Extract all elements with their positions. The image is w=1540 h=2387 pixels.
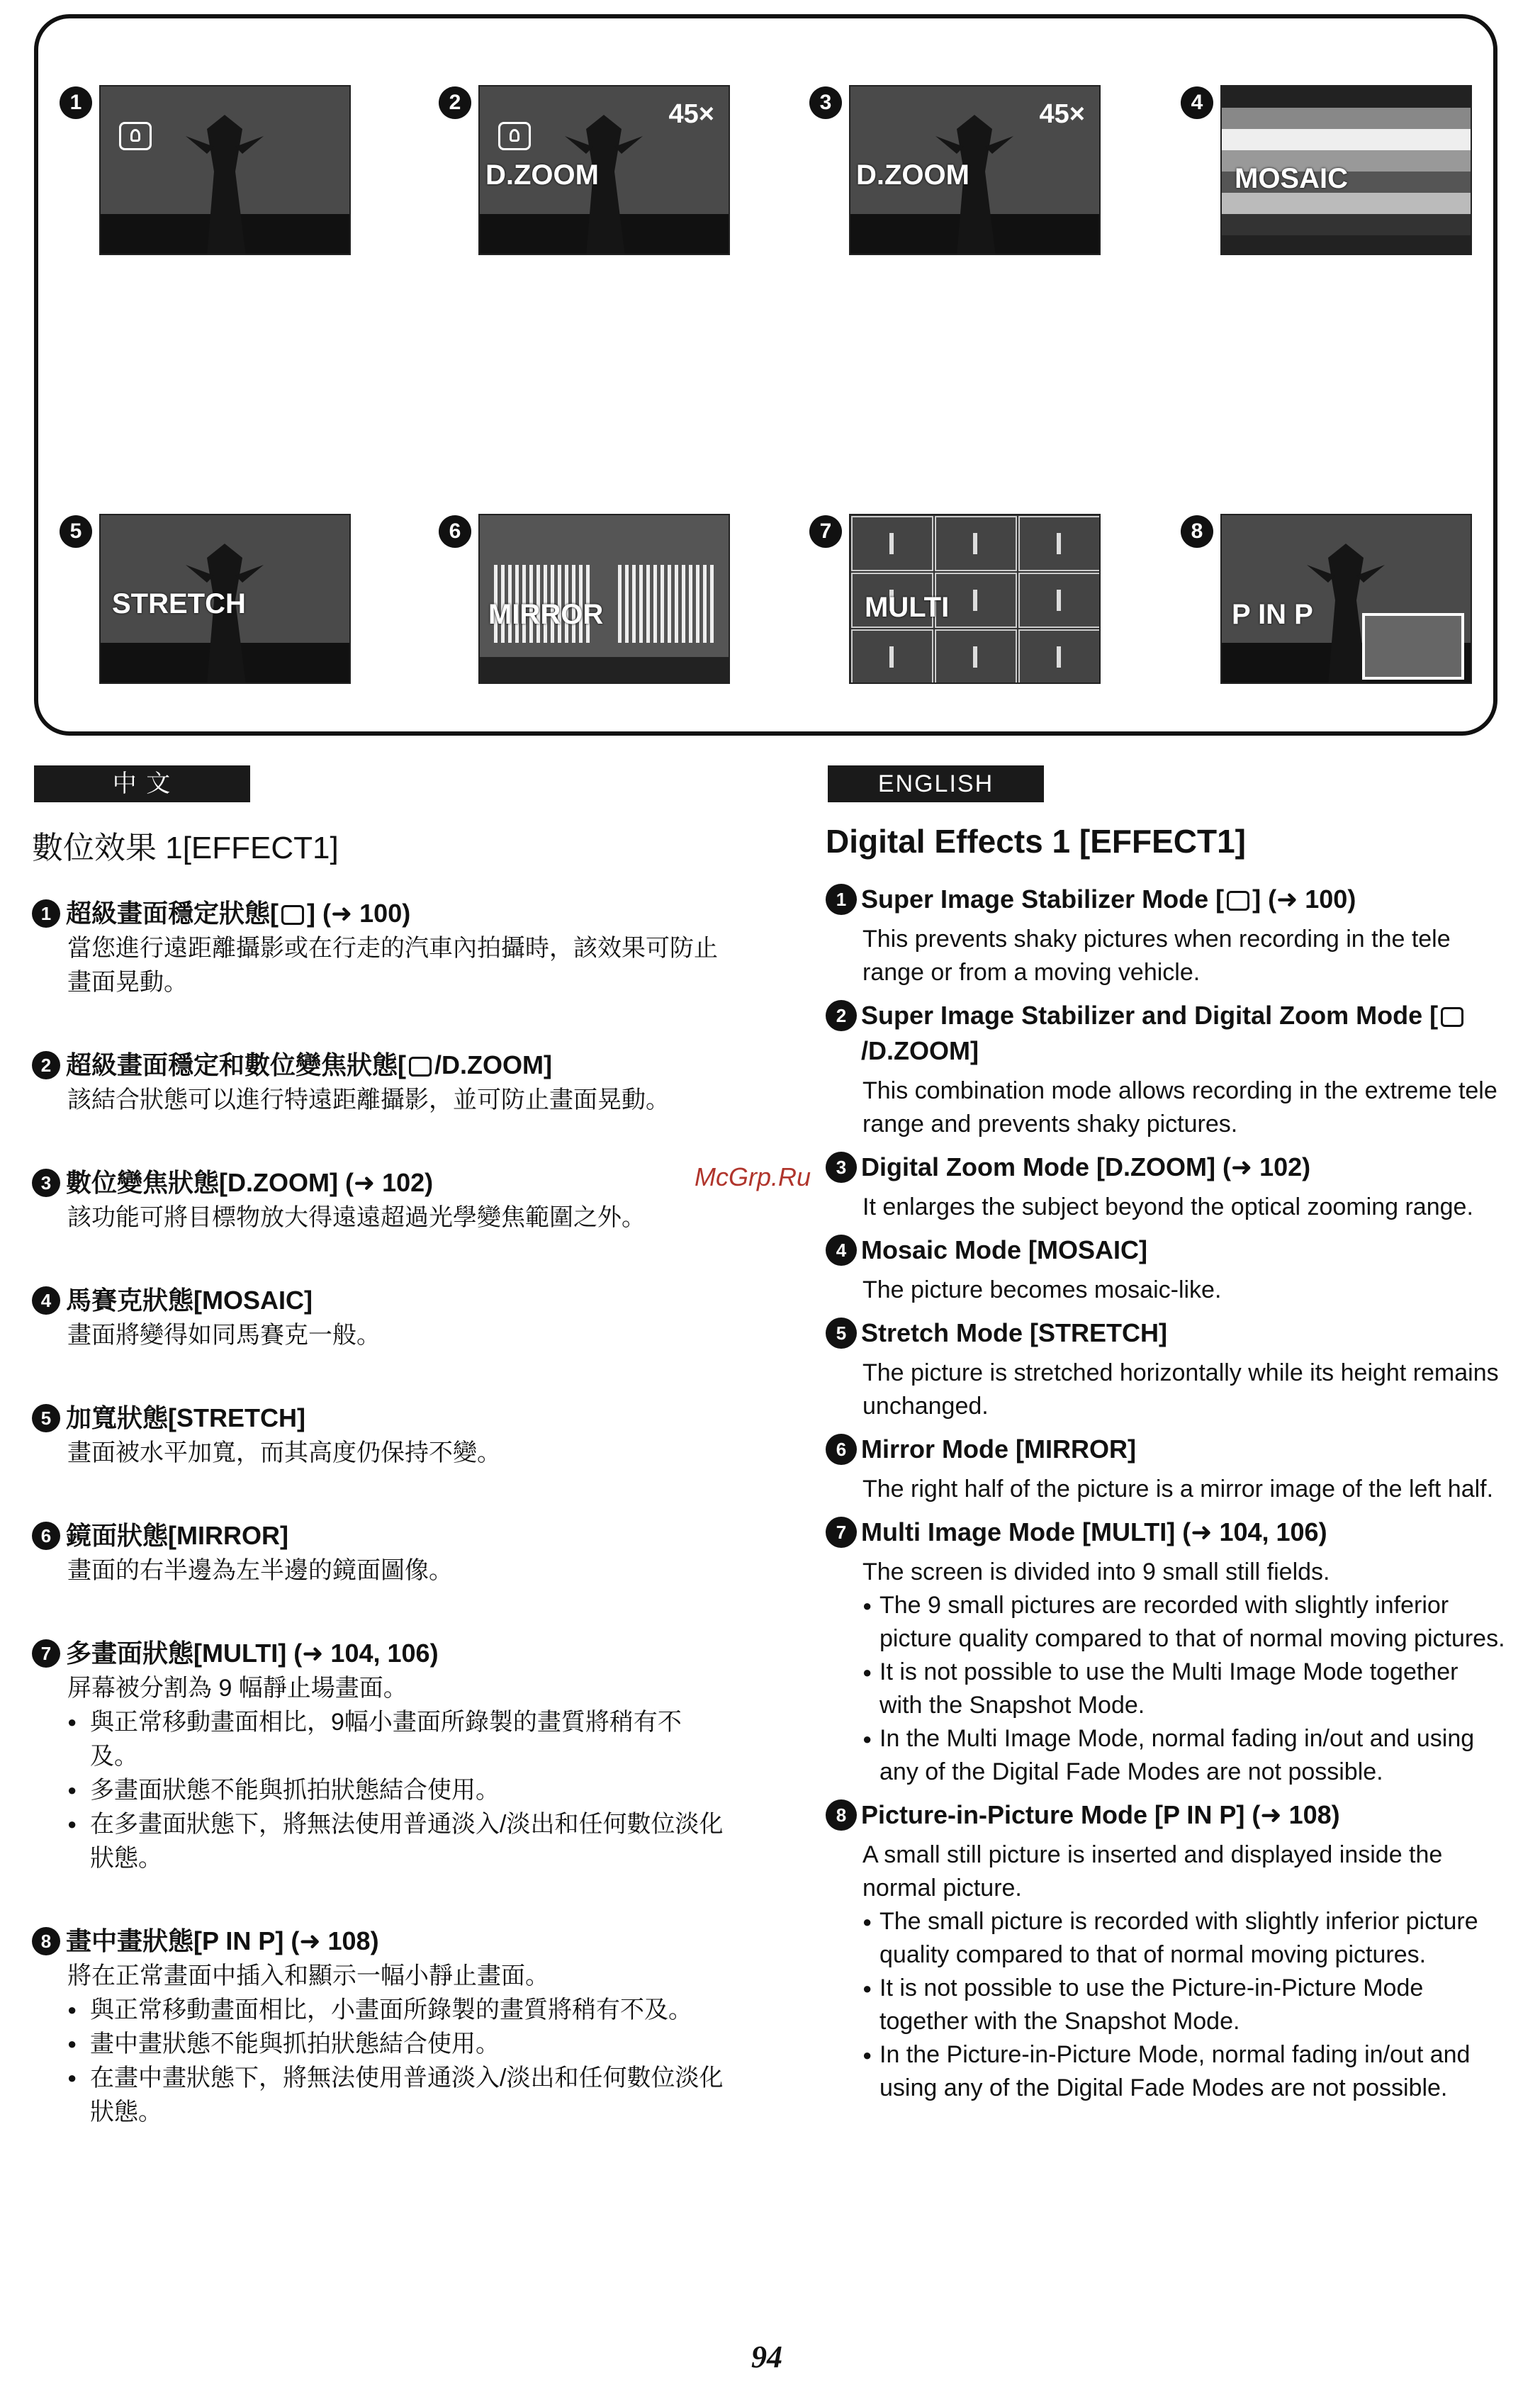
chinese-column	[32, 822, 726, 2129]
item-number: 8	[826, 1799, 857, 1831]
item-description: 當您進行遠距離攝影或在行走的汽車內拍攝時，該效果可防止畫面晃動。	[67, 935, 718, 996]
effect-item-heading	[32, 1283, 726, 1318]
stabilizer-icon	[1441, 1007, 1463, 1027]
heading-main: 超級畫面穩定和數位變焦狀態[	[66, 1050, 406, 1079]
item-spacer	[32, 1352, 726, 1400]
bullet-item: ● 在多畫面狀態下，將無法使用普通淡入/淡出和任何數位淡化狀態。	[67, 1807, 726, 1875]
item-spacer	[32, 999, 726, 1048]
shot-photo	[99, 85, 351, 255]
bullet-item: ● 在畫中畫狀態下，將無法使用普通淡入/淡出和任何數位淡化狀態。	[67, 2061, 726, 2129]
effect-item-heading	[32, 1165, 726, 1201]
item-description: It enlarges the subject beyond the optical zooming range.	[862, 1194, 1473, 1220]
shot-number: 5	[60, 515, 92, 548]
bullet-item: ● In the Multi Image Mode, normal fading in/out and using any of the Digital Fade Modes are not possible.	[862, 1722, 1506, 1789]
bullet-item: ● 畫中畫狀態不能與抓拍狀態結合使用。	[67, 2027, 726, 2061]
effect-item	[826, 1315, 1506, 1423]
item-description: The screen is divided into 9 small still fields.	[862, 1558, 1330, 1585]
item-spacer	[826, 1141, 1506, 1150]
page-number: 94	[751, 2340, 782, 2374]
item-spacer	[32, 1117, 726, 1165]
effect-item-heading	[826, 1232, 1506, 1268]
item-number: 2	[32, 1051, 60, 1079]
effect-item-heading	[826, 1432, 1506, 1467]
item-spacer	[32, 1470, 726, 1518]
effect-shot	[69, 514, 351, 684]
heading-main: 數位變焦狀態[D.ZOOM] (➜ 102)	[66, 1168, 434, 1197]
item-description: The right half of the picture is a mirror image of the left half.	[862, 1476, 1494, 1503]
heading-tail: /D.ZOOM]	[434, 1050, 552, 1079]
item-spacer	[826, 1789, 1506, 1797]
heading-main: Mosaic Mode [MOSAIC]	[861, 1235, 1148, 1264]
stabilizer-icon	[281, 905, 304, 925]
item-number: 4	[32, 1286, 60, 1315]
item-description: This prevents shaky pictures when recording in the tele range or from a moving vehicle.	[862, 926, 1451, 986]
watermark: McGrp.Ru	[695, 1162, 811, 1191]
effect-shot	[819, 514, 1101, 684]
item-number: 1	[32, 899, 60, 928]
effect-item	[826, 1515, 1506, 1789]
item-spacer	[826, 1423, 1506, 1432]
effect-label: D.ZOOM	[856, 159, 969, 191]
effect-item	[32, 1165, 726, 1235]
effect-shot	[1191, 85, 1472, 255]
heading-tail: ] (➜ 100)	[307, 899, 411, 928]
item-description: 畫面將變得如同馬賽克一般。	[67, 1322, 381, 1349]
effect-shot	[449, 514, 730, 684]
effect-item-heading	[826, 1150, 1506, 1185]
item-number: 4	[826, 1235, 857, 1266]
bullet-item: ● 多畫面狀態不能與抓拍狀態結合使用。	[67, 1773, 726, 1807]
stabilizer-icon	[498, 122, 531, 150]
heading-main: 加寬狀態[STRETCH]	[66, 1403, 305, 1432]
giraffe-photo	[101, 86, 351, 255]
bullet-item: ● 與正常移動畫面相比，9幅小畫面所錄製的畫質將稍有不及。	[67, 1705, 726, 1773]
stabilizer-icon	[409, 1057, 432, 1077]
shot-number: 8	[1181, 515, 1213, 548]
item-spacer	[32, 1588, 726, 1636]
item-heading-text	[66, 1518, 288, 1554]
item-description: This combination mode allows recording in the extreme tele range and prevents shaky pictures.	[862, 1077, 1497, 1138]
effect-item	[32, 1283, 726, 1352]
bullet-item: ● The 9 small pictures are recorded with slightly inferior picture quality compared to that of normal moving pictures.	[862, 1589, 1506, 1656]
effect-item-heading	[32, 1923, 726, 1959]
heading-main: Stretch Mode [STRETCH]	[861, 1318, 1167, 1347]
item-number: 7	[826, 1517, 857, 1548]
effect-shot	[819, 85, 1101, 255]
heading-main: Super Image Stabilizer Mode [	[861, 884, 1225, 914]
english-tag: ENGLISH	[828, 765, 1044, 802]
effect-item-heading	[826, 1515, 1506, 1550]
effect-item-heading	[826, 1797, 1506, 1833]
effect-item	[32, 1636, 726, 1875]
item-bullets	[862, 1905, 1506, 2105]
effect-item	[826, 1232, 1506, 1307]
item-number: 2	[826, 1000, 857, 1031]
stabilizer-icon	[119, 122, 152, 150]
item-bullets	[67, 1993, 726, 2129]
effect-item	[826, 882, 1506, 989]
effect-item-heading	[32, 1048, 726, 1083]
effect-item-heading	[32, 1636, 726, 1671]
english-items	[826, 882, 1506, 2105]
effect-label: STRETCH	[112, 588, 246, 619]
effect-item	[826, 1150, 1506, 1224]
effect-label: MOSAIC	[1235, 163, 1348, 194]
effect-label: P IN P	[1232, 599, 1313, 630]
item-heading-text	[66, 1165, 433, 1201]
item-heading-text	[861, 1432, 1136, 1467]
effect-item-heading	[32, 1400, 726, 1436]
chinese-items	[32, 896, 726, 2129]
effect-item-heading	[826, 998, 1506, 1069]
item-heading-text	[861, 882, 1356, 917]
bullet-item: ● In the Picture-in-Picture Mode, normal fading in/out and using any of the Digital Fade Modes are not possible.	[862, 2038, 1506, 2105]
bullet-item: ● 與正常移動畫面相比，小畫面所錄製的畫質將稍有不及。	[67, 1993, 726, 2027]
item-bullets	[862, 1589, 1506, 1789]
heading-main: 超級畫面穩定狀態[	[66, 899, 279, 928]
shot-number: 2	[439, 86, 471, 119]
bullet-item: ● It is not possible to use the Multi Image Mode together with the Snapshot Mode.	[862, 1656, 1506, 1722]
heading-main: Multi Image Mode [MULTI] (➜ 104, 106)	[861, 1517, 1327, 1546]
item-description: The picture becomes mosaic-like.	[862, 1276, 1222, 1303]
effect-item	[32, 1048, 726, 1117]
bullet-item: ● The small picture is recorded with slightly inferior picture quality compared to that of normal moving pictures.	[862, 1905, 1506, 1972]
effect-item	[32, 1400, 726, 1470]
heading-main: Mirror Mode [MIRROR]	[861, 1434, 1136, 1464]
heading-main: Super Image Stabilizer and Digital Zoom Mode [	[861, 1001, 1439, 1030]
item-description: 屏幕被分割為 9 幅靜止場畫面。	[67, 1675, 408, 1702]
item-heading-text	[66, 1048, 552, 1083]
item-number: 8	[32, 1927, 60, 1955]
shot-number: 1	[60, 86, 92, 119]
item-bullets	[67, 1705, 726, 1875]
item-spacer	[826, 1506, 1506, 1515]
item-description: A small still picture is inserted and displayed inside the normal picture.	[862, 1841, 1443, 1902]
item-spacer	[32, 1235, 726, 1283]
heading-main: 多畫面狀態[MULTI] (➜ 104, 106)	[66, 1639, 439, 1668]
item-number: 6	[32, 1522, 60, 1550]
item-heading-text	[66, 1636, 439, 1671]
item-number: 3	[32, 1169, 60, 1197]
item-description: 該結合狀態可以進行特遠距離攝影，並可防止畫面晃動。	[67, 1086, 670, 1113]
item-heading-text	[861, 1315, 1167, 1351]
effect-shot	[449, 85, 730, 255]
effect-item	[32, 1518, 726, 1588]
effect-label: MULTI	[865, 592, 950, 623]
item-heading-text	[861, 1797, 1340, 1833]
item-heading-text	[66, 1283, 313, 1318]
chinese-tag: 中 文	[34, 765, 250, 802]
heading-tail: ] (➜ 100)	[1252, 884, 1356, 914]
effect-shot	[69, 85, 351, 255]
item-number: 7	[32, 1639, 60, 1668]
effect-item	[32, 896, 726, 999]
item-number: 3	[826, 1152, 857, 1183]
heading-main: Picture-in-Picture Mode [P IN P] (➜ 108)	[861, 1800, 1340, 1829]
item-spacer	[32, 1875, 726, 1923]
item-heading-text	[66, 896, 410, 931]
item-heading-text	[861, 1232, 1147, 1268]
item-description: 該功能可將目標物放大得遠遠超過光學變焦範圍之外。	[67, 1204, 646, 1231]
effect-label: MIRROR	[488, 599, 604, 630]
item-number: 5	[826, 1318, 857, 1349]
shot-number: 3	[809, 86, 842, 119]
effect-item	[32, 1923, 726, 2129]
shot-number: 4	[1181, 86, 1213, 119]
effect-item-heading	[32, 896, 726, 931]
item-number: 1	[826, 884, 857, 915]
heading-main: 畫中畫狀態[P IN P] (➜ 108)	[66, 1926, 379, 1955]
item-description: 畫面被水平加寬，而其高度仍保持不變。	[67, 1439, 501, 1466]
effect-item	[826, 1797, 1506, 2105]
item-number: 5	[32, 1404, 60, 1432]
english-title: Digital Effects 1 [EFFECT1]	[826, 823, 1246, 860]
chinese-title: 數位效果 1[EFFECT1]	[32, 831, 339, 865]
item-description: 畫面的右半邊為左半邊的鏡面圖像。	[67, 1557, 453, 1584]
item-heading-text	[861, 998, 1506, 1069]
item-heading-text	[861, 1150, 1310, 1185]
bullet-item: ● It is not possible to use the Picture-in-Picture Mode together with the Snapshot Mode.	[862, 1972, 1506, 2038]
effect-item-heading	[32, 1518, 726, 1554]
effect-label: D.ZOOM	[485, 159, 599, 191]
heading-main: 鏡面狀態[MIRROR]	[66, 1521, 288, 1550]
effect-item-heading	[826, 882, 1506, 917]
heading-main: Digital Zoom Mode [D.ZOOM] (➜ 102)	[861, 1152, 1311, 1181]
effect-shot	[1191, 514, 1472, 684]
item-spacer	[826, 989, 1506, 998]
shot-number: 7	[809, 515, 842, 548]
zoom-level: 45×	[668, 99, 714, 129]
effect-item	[826, 1432, 1506, 1506]
heading-main: 馬賽克狀態[MOSAIC]	[66, 1286, 313, 1315]
item-heading-text	[861, 1515, 1327, 1550]
stabilizer-icon	[1227, 891, 1249, 911]
heading-tail: /D.ZOOM]	[861, 1036, 979, 1065]
item-spacer	[826, 1307, 1506, 1315]
english-column	[826, 822, 1506, 2105]
shot-number: 6	[439, 515, 471, 548]
item-spacer	[826, 1224, 1506, 1232]
item-number: 6	[826, 1434, 857, 1465]
item-description: The picture is stretched horizontally while its height remains unchanged.	[862, 1359, 1499, 1420]
item-heading-text	[66, 1400, 305, 1436]
effect-item-heading	[826, 1315, 1506, 1351]
effect-item	[826, 998, 1506, 1141]
item-heading-text	[66, 1923, 379, 1959]
zoom-level: 45×	[1039, 99, 1085, 129]
item-description: 將在正常畫面中插入和顯示一幅小靜止畫面。	[67, 1962, 549, 1989]
